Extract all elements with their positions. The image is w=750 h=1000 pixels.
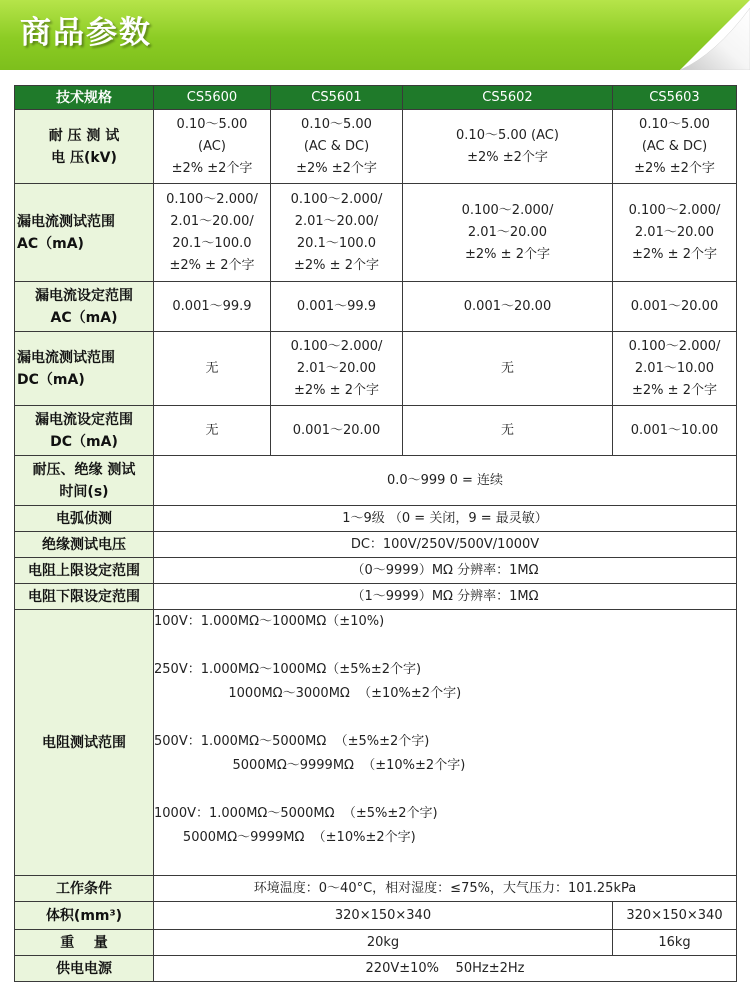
table-row — [15, 930, 737, 956]
table-row — [15, 610, 737, 876]
page-title: 商品参数 — [20, 15, 152, 51]
table-row — [15, 584, 737, 610]
row-label-res-lower: 电阻下限设定范围 — [15, 584, 154, 610]
col-header-cs5601: CS5601 — [271, 86, 403, 110]
table-row — [15, 876, 737, 902]
range-line: 5000MΩ～9999MΩ （±10%±2个字) — [154, 758, 466, 773]
row-label-dc-range: 漏电流测试范围 DC（mA) — [15, 332, 154, 406]
cell-ac-range-cs5603: 0.100～2.000/ 2.01～20.00 ±2% ± 2个字 — [613, 184, 737, 282]
table-row — [15, 282, 737, 332]
cell-volume-right: 320×150×340 — [613, 902, 737, 930]
header-banner — [0, 0, 750, 70]
row-label-ac-range: 漏电流测试范围 AC（mA) — [15, 184, 154, 282]
cell-power-value: 220V±10% 50Hz±2Hz — [154, 956, 737, 982]
table-row — [15, 184, 737, 282]
table-row — [15, 110, 737, 184]
table-row — [15, 456, 737, 506]
range-line: 5000MΩ～9999MΩ （±10%±2个字) — [154, 830, 416, 845]
table-row — [15, 532, 737, 558]
cell-ac-range-cs5600: 0.100～2.000/ 2.01～20.00/ 20.1～100.0 ±2% ± 2个字 — [154, 184, 271, 282]
table-row — [15, 558, 737, 584]
cell-res-upper-value: （0～9999）MΩ 分辨率：1MΩ — [154, 558, 737, 584]
cell-weight-right: 16kg — [613, 930, 737, 956]
row-label-res-range: 电阻测试范围 — [15, 610, 154, 876]
cell-ac-range-cs5601: 0.100～2.000/ 2.01～20.00/ 20.1～100.0 ±2% ± 2个字 — [271, 184, 403, 282]
cell-weight-left: 20kg — [154, 930, 613, 956]
cell-dc-set-cs5602: 无 — [403, 406, 613, 456]
range-line — [154, 706, 736, 730]
cell-ac-set-cs5601: 0.001～99.9 — [271, 282, 403, 332]
row-label-time: 耐压、绝缘 测试 时间(s) — [15, 456, 154, 506]
cell-dc-set-cs5600: 无 — [154, 406, 271, 456]
range-line — [154, 634, 736, 658]
table-row — [15, 406, 737, 456]
cell-dc-range-cs5601: 0.100～2.000/ 2.01～20.00 ±2% ± 2个字 — [271, 332, 403, 406]
cell-voltage-cs5603: 0.10～5.00 (AC & DC) ±2% ±2个字 — [613, 110, 737, 184]
row-label-conditions: 工作条件 — [15, 876, 154, 902]
range-line — [154, 778, 736, 802]
cell-volume-left: 320×150×340 — [154, 902, 613, 930]
cell-voltage-cs5602: 0.10～5.00 (AC) ±2% ±2个字 — [403, 110, 613, 184]
cell-voltage-cs5601: 0.10～5.00 (AC & DC) ±2% ±2个字 — [271, 110, 403, 184]
cell-res-range-value — [154, 610, 737, 876]
cell-dc-range-cs5603: 0.100～2.000/ 2.01～10.00 ±2% ± 2个字 — [613, 332, 737, 406]
cell-dc-range-cs5600: 无 — [154, 332, 271, 406]
cell-ins-voltage-value: DC：100V/250V/500V/1000V — [154, 532, 737, 558]
table-row — [15, 902, 737, 930]
row-label-voltage: 耐 压 测 试 电 压(kV) — [15, 110, 154, 184]
cell-conditions-value: 环境温度：0～40°C，相对湿度：≤75%，大气压力：101.25kPa — [154, 876, 737, 902]
row-label-dc-set: 漏电流设定范围 DC（mA) — [15, 406, 154, 456]
range-line: 1000V：1.000MΩ～5000MΩ （±5%±2个字) — [154, 806, 438, 821]
page-curl-icon — [660, 0, 750, 70]
col-header-cs5600: CS5600 — [154, 86, 271, 110]
table-row — [15, 332, 737, 406]
col-header-cs5603: CS5603 — [613, 86, 737, 110]
row-label-res-upper: 电阻上限设定范围 — [15, 558, 154, 584]
cell-dc-set-cs5601: 0.001～20.00 — [271, 406, 403, 456]
col-header-spec: 技术规格 — [15, 86, 154, 110]
cell-time-value: 0.0～999 0 = 连续 — [154, 456, 737, 506]
col-header-cs5602: CS5602 — [403, 86, 613, 110]
cell-ac-set-cs5602: 0.001～20.00 — [403, 282, 613, 332]
row-label-ac-set: 漏电流设定范围 AC（mA) — [15, 282, 154, 332]
cell-dc-range-cs5602: 无 — [403, 332, 613, 406]
row-label-weight: 重 量 — [15, 930, 154, 956]
cell-arc-value: 1～9级 （0 = 关闭，9 = 最灵敏） — [154, 506, 737, 532]
range-line: 100V：1.000MΩ～1000MΩ（±10%) — [154, 614, 385, 629]
cell-dc-set-cs5603: 0.001～10.00 — [613, 406, 737, 456]
row-label-power: 供电电源 — [15, 956, 154, 982]
spec-table — [14, 85, 737, 982]
cell-voltage-cs5600: 0.10～5.00 (AC) ±2% ±2个字 — [154, 110, 271, 184]
range-line: 500V：1.000MΩ～5000MΩ （±5%±2个字) — [154, 734, 430, 749]
row-label-ins-voltage: 绝缘测试电压 — [15, 532, 154, 558]
table-row — [15, 506, 737, 532]
cell-ac-range-cs5602: 0.100～2.000/ 2.01～20.00 ±2% ± 2个字 — [403, 184, 613, 282]
row-label-volume: 体积(mm³) — [15, 902, 154, 930]
table-header-row — [15, 86, 737, 110]
cell-res-lower-value: （1～9999）MΩ 分辨率：1MΩ — [154, 584, 737, 610]
cell-ac-set-cs5600: 0.001～99.9 — [154, 282, 271, 332]
table-row — [15, 956, 737, 982]
range-line: 250V：1.000MΩ～1000MΩ（±5%±2个字) — [154, 662, 422, 677]
range-line: 1000MΩ～3000MΩ （±10%±2个字) — [154, 686, 462, 701]
row-label-arc: 电弧侦测 — [15, 506, 154, 532]
cell-ac-set-cs5603: 0.001～20.00 — [613, 282, 737, 332]
